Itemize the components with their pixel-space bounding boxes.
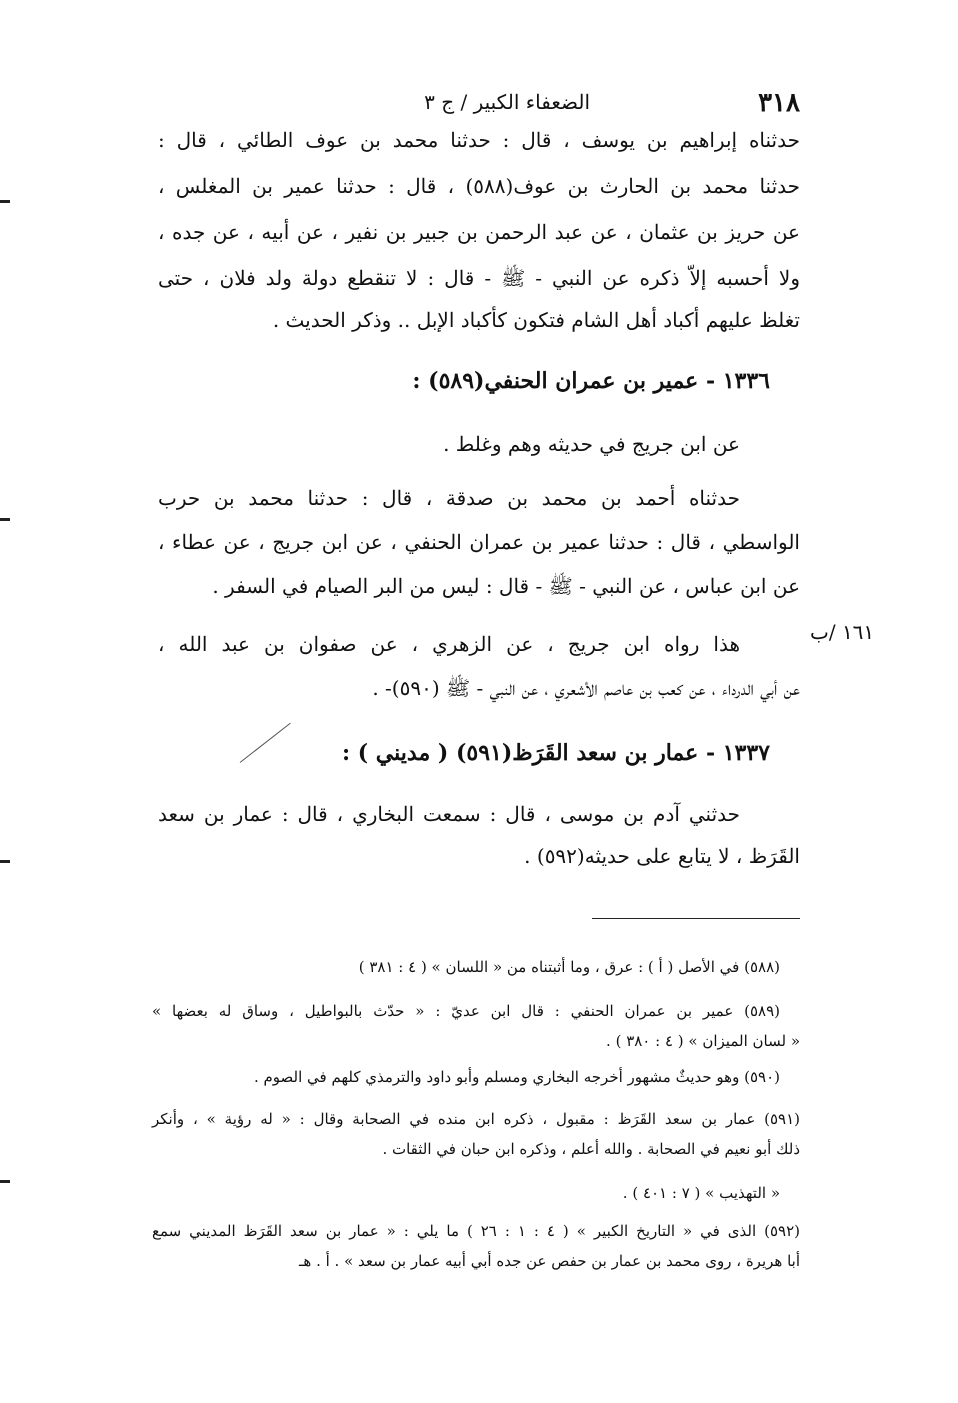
body-line: الواسطي ، قال : حدثنا عمير بن عمران الحنفي ، عن ابن جريج ، عن عطاء ، xyxy=(158,530,800,554)
body-line: حدثني آدم بن موسى ، قال : سمعت البخاري ، قال : عمار بن سعد xyxy=(158,802,740,826)
footnote-separator xyxy=(592,918,800,919)
entry-heading-1337: ١٣٣٧ - عمار بن سعد القَرَظ(٥٩١) ( مديني ) : xyxy=(341,740,770,766)
scan-edge-mark xyxy=(0,1180,10,1183)
footnote-589: (٥٨٩) عمير بن عمران الحنفي : قال ابن عديّ : « حدّث بالبواطيل ، وساق له بعضها » xyxy=(152,1002,780,1020)
footnote-590: (٥٩٠) وهو حديثٌ مشهور أخرجه البخاري ومسلم وأبو داود والترمذي كلهم في الصوم . xyxy=(253,1068,780,1086)
scan-edge-mark xyxy=(0,200,10,203)
footnote-588: (٥٨٨) في الأصل ( أ ) : عرق ، وما أثبتناه من « اللسان » ( ٤ : ٣٨١ ) xyxy=(358,958,780,976)
running-title: الضعفاء الكبير / ج ٣ xyxy=(424,90,590,114)
body-line: ولا أحسبه إلاّ ذكره عن النبي - ﷺ - قال : لا تنقطع دولة ولد فلان ، حتى xyxy=(158,266,800,290)
body-line: حدثنا محمد بن الحارث بن عوف(٥٨٨) ، قال : حدثنا عمير بن المغلس ، xyxy=(158,174,800,198)
margin-folio-note: ١٦١ /ب xyxy=(810,620,875,644)
body-line: حدثناه إبراهيم بن يوسف ، قال : حدثنا محمد بن عوف الطائي ، قال : xyxy=(158,128,800,152)
entry-heading-1336: ١٣٣٦ - عمير بن عمران الحنفي(٥٨٩) : xyxy=(412,368,770,394)
footnote-592-cont: أبا هريرة ، روى محمد بن عمار بن حفص عن جده أبي أبيه عمار بن سعد » . أ . هـ xyxy=(299,1252,800,1270)
scan-edge-mark xyxy=(0,860,10,863)
footnote-589-cont: « لسان الميزان » ( ٤ : ٣٨٠ ) . xyxy=(606,1032,800,1050)
body-line: هذا رواه ابن جريج ، عن الزهري ، عن صفوان بن عبد الله ، xyxy=(158,632,740,656)
page-number: ٣١٨ xyxy=(758,88,800,118)
scan-edge-mark xyxy=(0,518,10,521)
body-line: عن حريز بن عثمان ، عن عبد الرحمن بن جبير بن نفير ، عن أبيه ، عن جده ، xyxy=(158,220,800,244)
footnote-591-source: « التهذيب » ( ٧ : ٤٠١ ) . xyxy=(622,1184,780,1202)
body-line: عن أبي الدرداء ، عن كعب بن عاصم الأشعري ، عن النبي - ﷺ (٥٩٠)- . xyxy=(372,676,800,700)
footnote-591: (٥٩١) عمار بن سعد القَرَظ : مقبول ، ذكره ابن منده في الصحابة وقال : « له رؤية » ، وأنكر xyxy=(152,1110,800,1128)
body-line: تغلظ عليهم أكباد أهل الشام فتكون كأكباد الإبل .. وذكر الحديث . xyxy=(272,308,800,332)
body-line: حدثناه أحمد بن محمد بن صدقة ، قال : حدثنا محمد بن حرب xyxy=(158,486,740,510)
footnote-592: (٥٩٢) الذى في « التاريخ الكبير » ( ٤ : ١ : ٢٦ ) ما يلي : « عمار بن سعد القَرَظ المديني سمع xyxy=(152,1222,800,1240)
entry-intro: عن ابن جريج في حديثه وهم وغلط . xyxy=(443,432,740,456)
body-line: عن ابن عباس ، عن النبي - ﷺ - قال : ليس من البر الصيام في السفر . xyxy=(212,574,800,598)
footnote-591-cont: ذلك أبو نعيم في الصحابة . والله أعلم ، وذكره ابن حبان في الثقات . xyxy=(382,1140,800,1158)
page-header xyxy=(110,88,800,122)
body-line: القَرَظ ، لا يتابع على حديثه(٥٩٢) . xyxy=(524,844,800,868)
